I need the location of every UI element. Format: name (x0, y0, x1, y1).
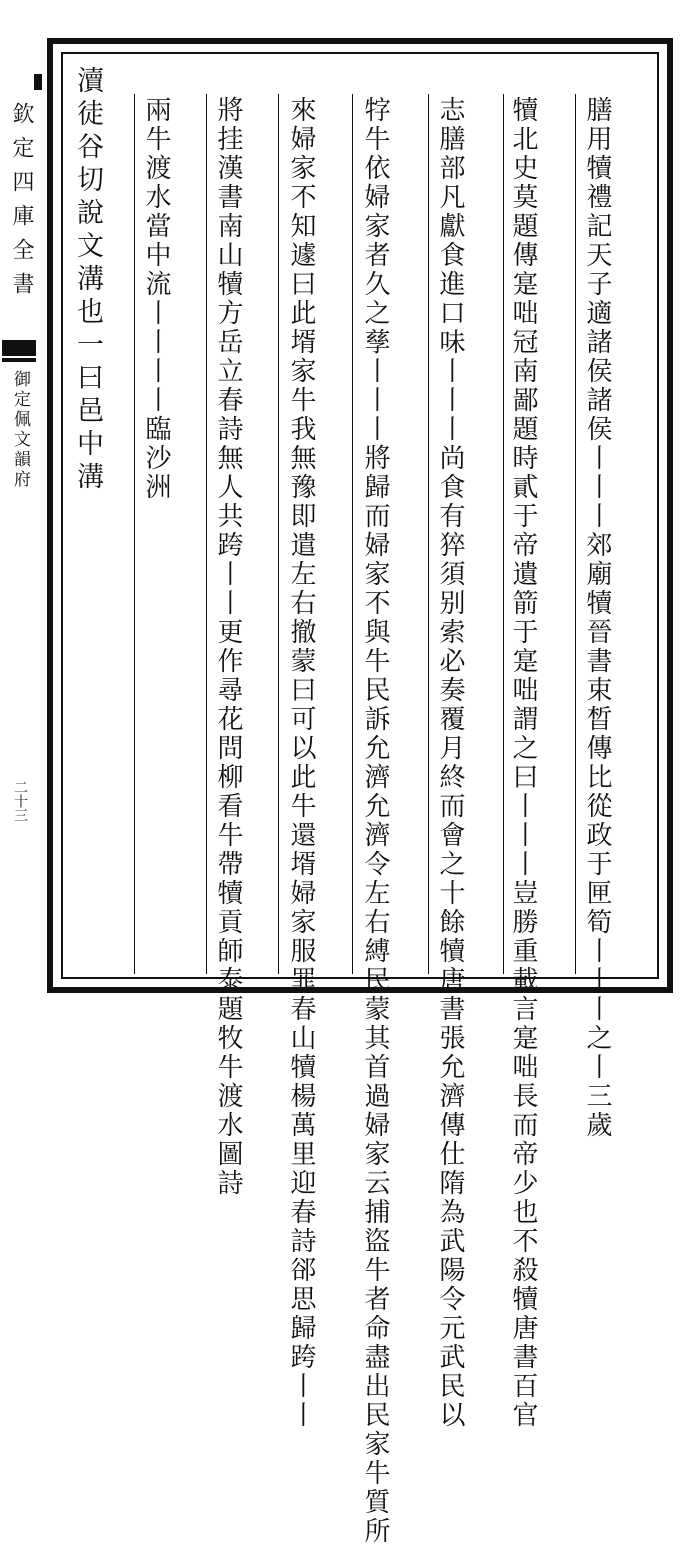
text-column-1: 膳用犢禮記天子適諸侯諸侯丨丨丨郊廟犢晉書束晳傳比從政于匣筍丨丨丨之丨三歲 (582, 96, 612, 1140)
headword-entry: 瀆徒谷切說文溝也一曰邑中溝 (72, 66, 103, 495)
fish-tail-line (2, 356, 36, 364)
text-column-7: 兩牛渡水當中流丨丨丨丨臨沙洲 (141, 96, 171, 502)
text-column-4: 牸牛依婦家者久之孳丨丨丨將歸而婦家不與牛民訴允濟允濟令左右縛民蒙其首過婦家云捕盜牛者命盡出民家牛質所 (360, 96, 390, 1546)
column-rule (134, 94, 135, 974)
page-margin (0, 0, 40, 1021)
book-subtitle: 御定佩文韻府 (10, 370, 30, 490)
page-number: 二十三 (12, 780, 28, 822)
column-rule (503, 94, 504, 974)
column-rule (206, 94, 207, 974)
text-column-3: 志膳部凡獻食進口味丨丨丨尚食有猝須别索必奏覆月終而會之十餘犢唐書張允濟傳仕隋為武陽令元武民以 (435, 96, 465, 1430)
column-rule (352, 94, 353, 974)
book-title: 欽定四庫全書 (9, 102, 34, 306)
text-column-5: 來婦家不知遽曰此壻家牛我無豫即遣左右撤蒙曰可以此牛還壻婦家服罪春山犢楊萬里迎春詩郤思歸跨丨丨 (286, 96, 316, 1430)
text-column-2: 犢北史莫題傳寔咄冠南鄙題時貳于帝遺箭于寔咄謂之曰丨丨丨豈勝重載言寔咄長而帝少也不殺犢唐書百官 (508, 96, 538, 1430)
column-rule (278, 94, 279, 974)
text-column-6: 將挂漢書南山犢方岳立春詩無人共跨丨丨更作尋花問柳看牛帶犢貢師泰題牧牛渡水圖詩 (213, 96, 243, 1198)
margin-tab-mark (34, 74, 42, 90)
column-rule (575, 94, 576, 974)
column-rule (428, 94, 429, 974)
